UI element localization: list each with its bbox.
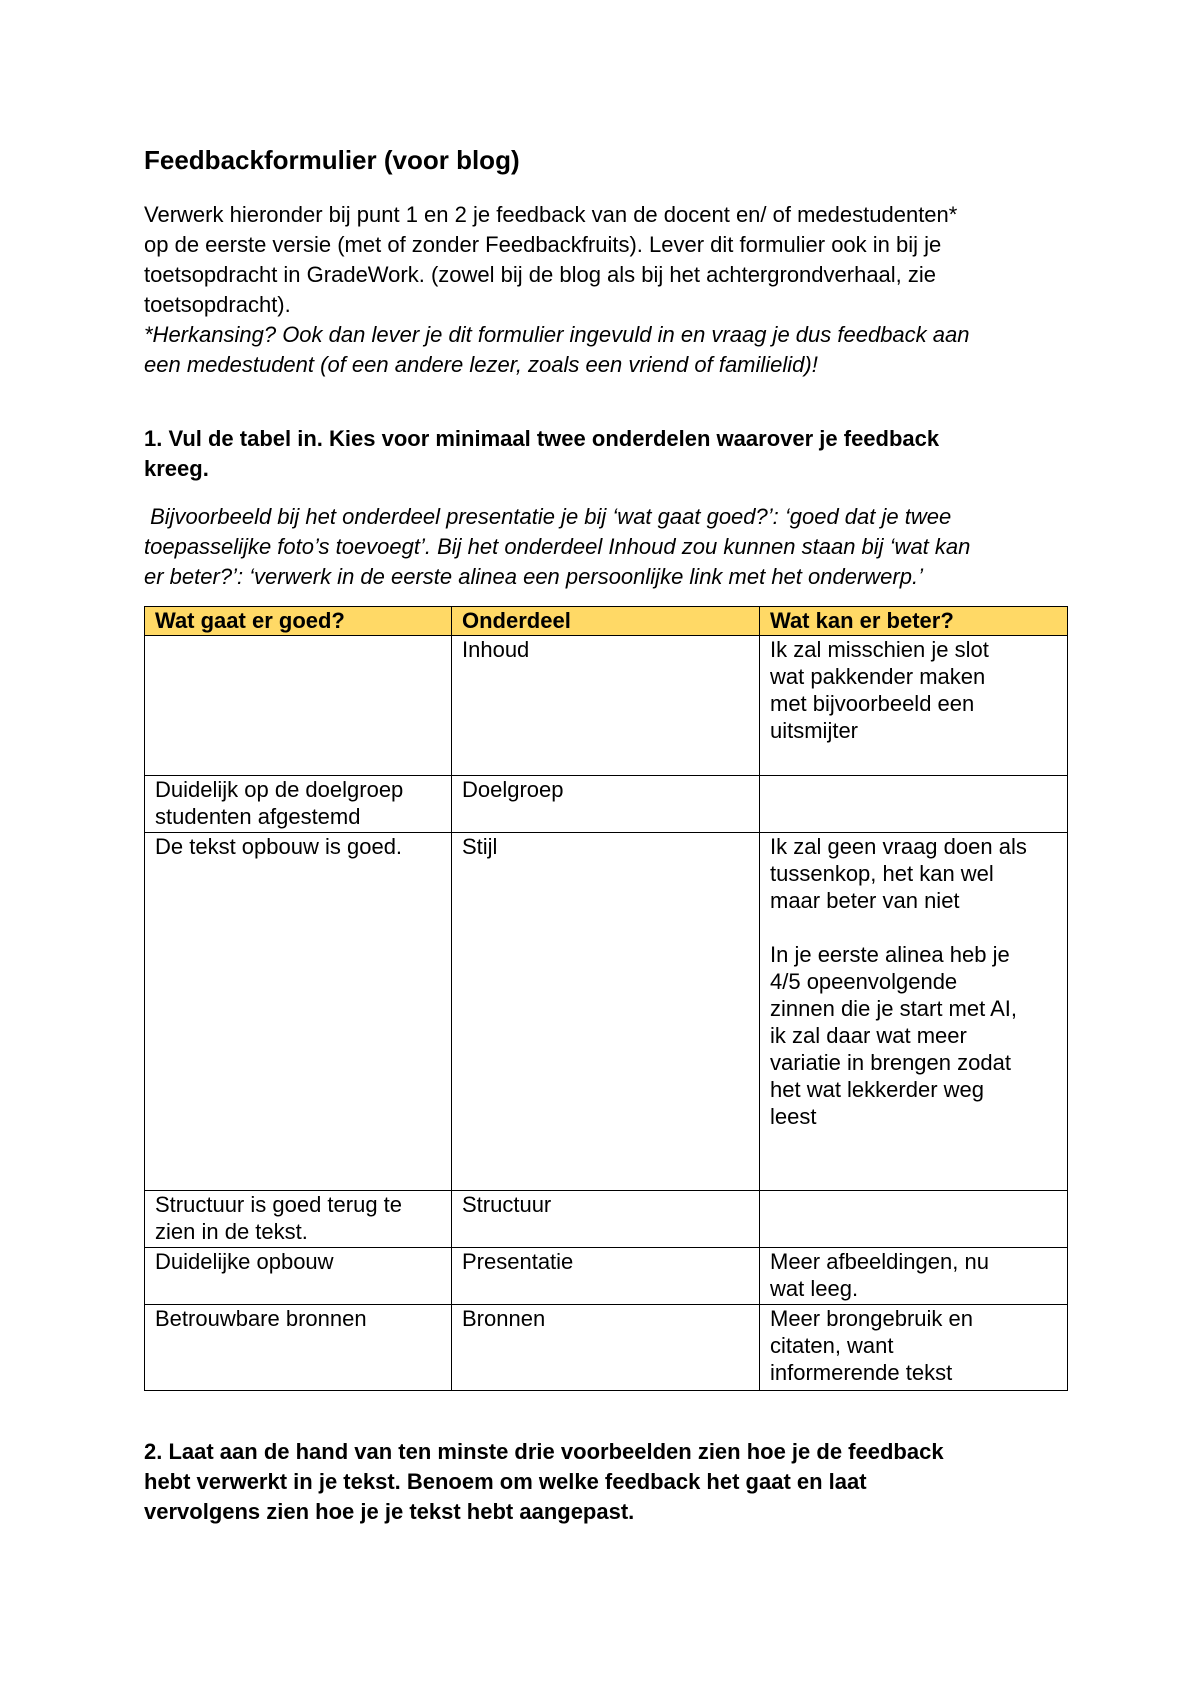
cell-good: De tekst opbouw is goed. — [145, 833, 452, 1191]
table-row — [145, 776, 1068, 833]
cell-part: Presentatie — [452, 1248, 760, 1305]
intro-line: toetsopdracht in GradeWork. (zowel bij de blog als bij het achtergrondverhaal, zie — [144, 262, 937, 287]
table-row — [145, 1191, 1068, 1248]
retake-note-line: *Herkansing? Ook dan lever je dit formulier ingevuld in en vraag je dus feedback aan — [144, 322, 970, 347]
feedback-table — [144, 606, 1068, 1391]
cell-better — [760, 1191, 1068, 1248]
header-what-goes-well: Wat gaat er goed? — [145, 607, 452, 636]
intro-line: Verwerk hieronder bij punt 1 en 2 je feedback van de docent en/ of medestudenten* — [144, 202, 958, 227]
cell-part: Doelgroep — [452, 776, 760, 833]
section-2-heading — [144, 1437, 1064, 1527]
header-what-can-be-better: Wat kan er beter? — [760, 607, 1068, 636]
header-part: Onderdeel — [452, 607, 760, 636]
cell-better: Ik zal geen vraag doen als tussenkop, het kan wel maar beter van niet In je eerste alinea heb je 4/5 opeenvolgende zinnen die je start met AI, ik zal daar wat meer variatie in brengen zodat het wat lekkerder weg leest — [760, 833, 1068, 1191]
document-title: Feedbackformulier (voor blog) — [144, 145, 520, 175]
cell-good — [145, 636, 452, 776]
section-2-heading-line: hebt verwerkt in je tekst. Benoem om welke feedback het gaat en laat — [144, 1469, 867, 1494]
section-1-heading — [144, 424, 1064, 484]
cell-good: Betrouwbare bronnen — [145, 1305, 452, 1391]
table-row — [145, 636, 1068, 776]
intro-line: op de eerste versie (met of zonder Feedbackfruits). Lever dit formulier ook in bij je — [144, 232, 942, 257]
intro-paragraph — [144, 200, 1064, 380]
retake-note-line: een medestudent (of een andere lezer, zoals een vriend of familielid)! — [144, 352, 818, 377]
section-2-heading-line: vervolgens zien hoe je je tekst hebt aangepast. — [144, 1499, 635, 1524]
example-line: er beter?’: ‘verwerk in de eerste alinea een persoonlijke link met het onderwerp.’ — [144, 564, 923, 589]
cell-part: Structuur — [452, 1191, 760, 1248]
document-page — [144, 140, 1064, 1527]
cell-better: Meer brongebruik en citaten, want informerende tekst — [760, 1305, 1068, 1391]
table-row — [145, 833, 1068, 1191]
section-1-heading-line: 1. Vul de tabel in. Kies voor minimaal twee onderdelen waarover je feedback — [144, 426, 940, 451]
table-header-row — [145, 607, 1068, 636]
cell-part: Stijl — [452, 833, 760, 1191]
section-2-heading-line: 2. Laat aan de hand van ten minste drie voorbeelden zien hoe je de feedback — [144, 1439, 944, 1464]
section-1-heading-line: kreeg. — [144, 456, 209, 481]
intro-line: toetsopdracht). — [144, 292, 291, 317]
cell-better — [760, 776, 1068, 833]
example-paragraph — [144, 502, 1064, 592]
cell-good: Structuur is goed terug te zien in de tekst. — [145, 1191, 452, 1248]
cell-part: Bronnen — [452, 1305, 760, 1391]
example-line: toepasselijke foto’s toevoegt’. Bij het onderdeel Inhoud zou kunnen staan bij ‘wat kan — [144, 534, 971, 559]
cell-good: Duidelijke opbouw — [145, 1248, 452, 1305]
cell-better: Meer afbeeldingen, nu wat leeg. — [760, 1248, 1068, 1305]
cell-better: Ik zal misschien je slot wat pakkender maken met bijvoorbeeld een uitsmijter — [760, 636, 1068, 776]
table-row — [145, 1305, 1068, 1391]
example-line: Bijvoorbeeld bij het onderdeel presentatie je bij ‘wat gaat goed?’: ‘goed dat je twee — [144, 504, 952, 529]
cell-part: Inhoud — [452, 636, 760, 776]
table-row — [145, 1248, 1068, 1305]
cell-good: Duidelijk op de doelgroep studenten afgestemd — [145, 776, 452, 833]
